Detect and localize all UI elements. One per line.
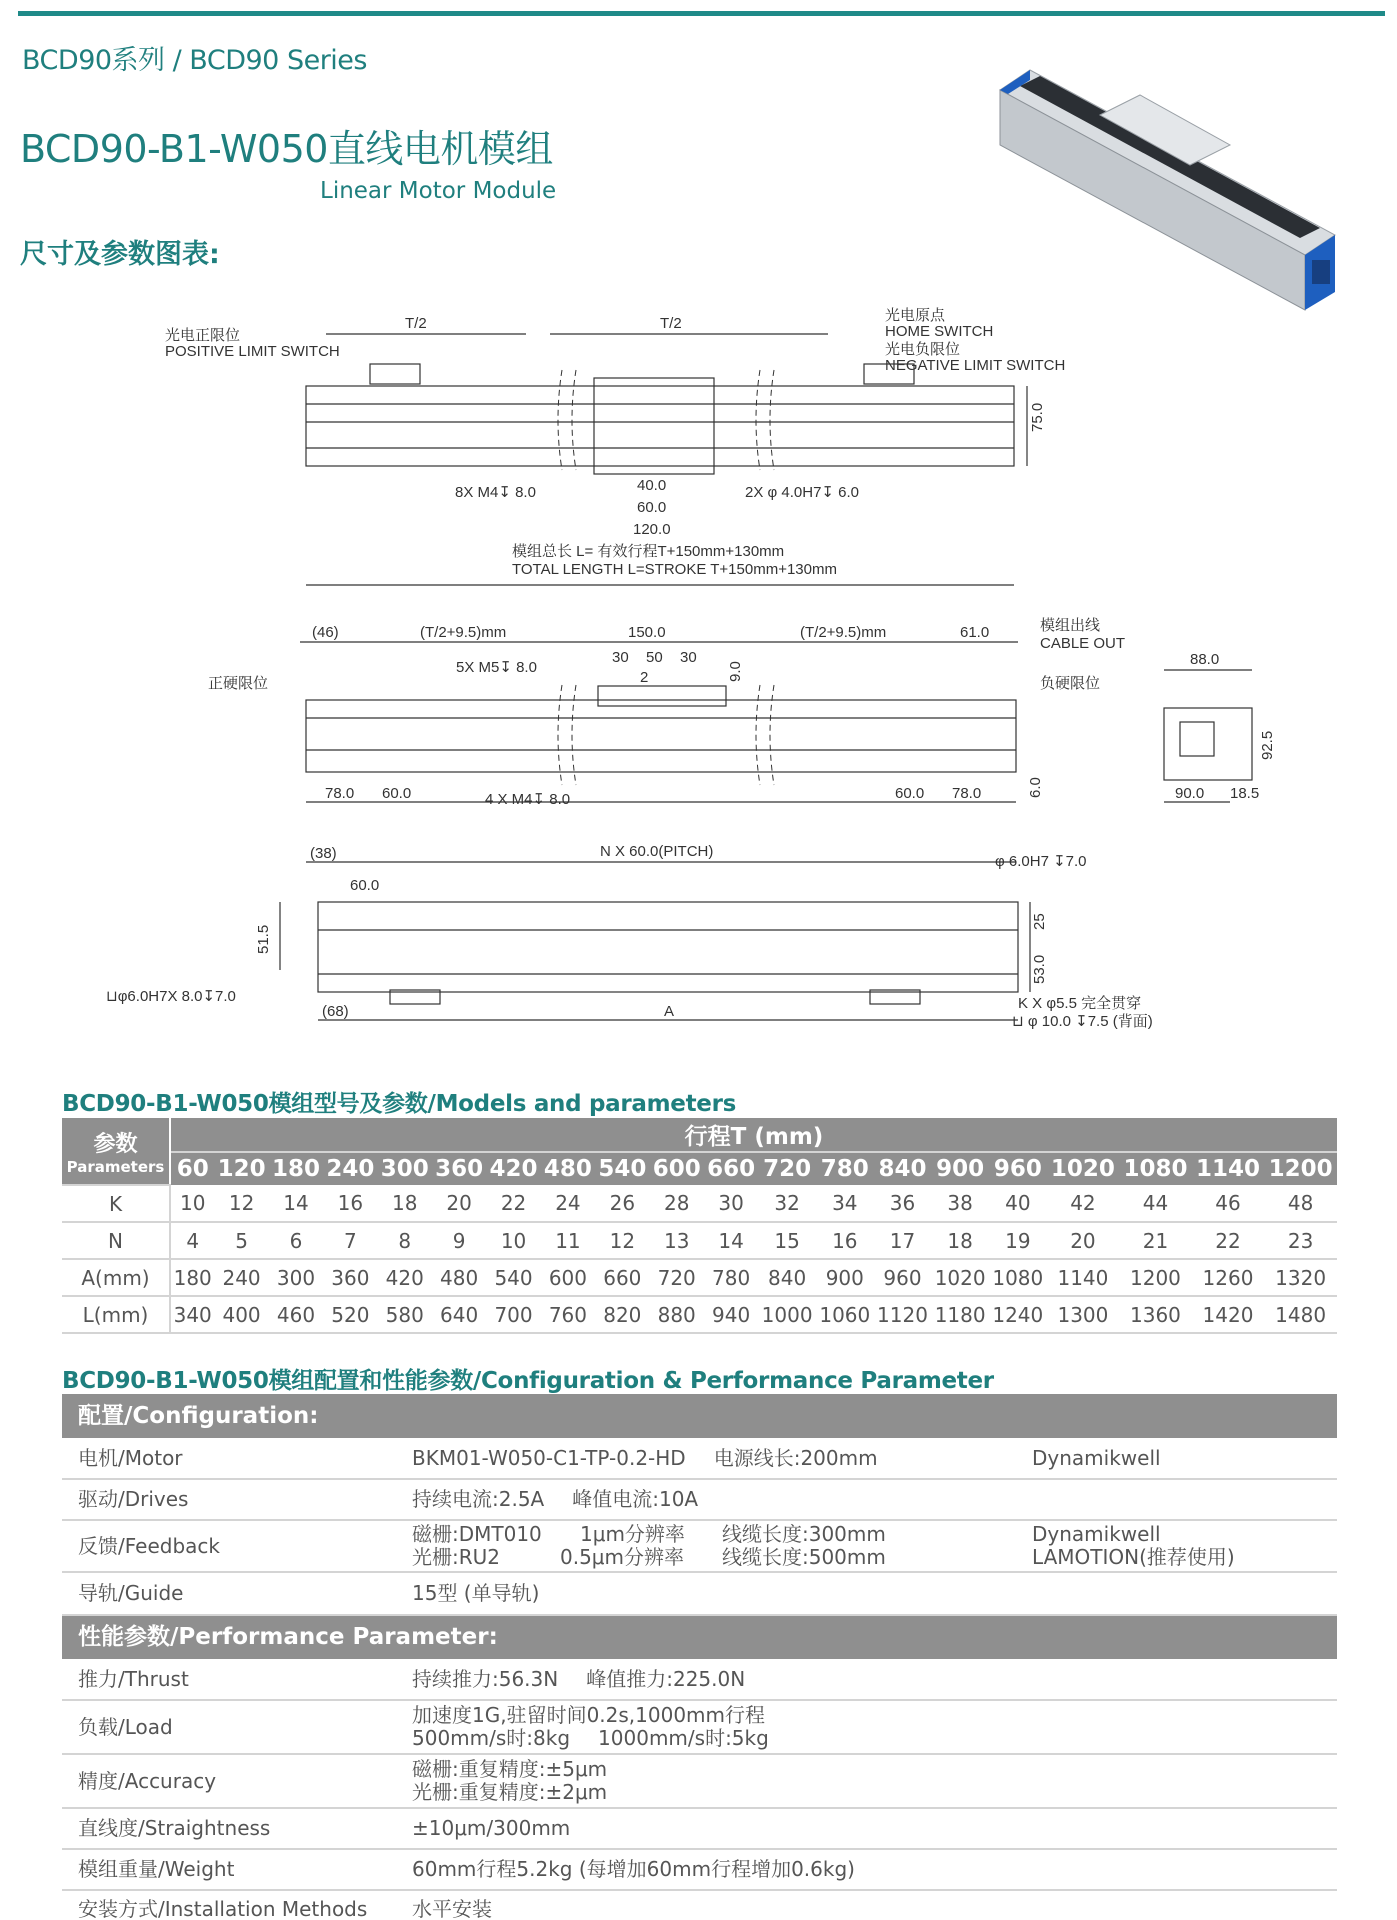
row-guide xyxy=(62,1572,1337,1615)
table-cell: 780 xyxy=(704,1259,758,1296)
config-section-row xyxy=(62,1394,1337,1438)
table-cell: 1200 xyxy=(1119,1259,1192,1296)
dim-60a: 60.0 xyxy=(382,785,412,802)
table-cell: 540 xyxy=(486,1259,540,1296)
table-cell: 26 xyxy=(595,1185,649,1222)
row-label: K xyxy=(62,1185,170,1222)
table-cell: 940 xyxy=(704,1296,758,1333)
table-cell: 10 xyxy=(170,1185,214,1222)
row-straightness xyxy=(62,1808,1337,1849)
table-cell: 22 xyxy=(486,1185,540,1222)
dim-30a: 30 xyxy=(612,649,629,666)
dim-height: 75.0 xyxy=(1029,402,1046,432)
label-pos-limit-cn: 光电正限位 xyxy=(165,327,241,344)
label-home-cn: 光电原点 xyxy=(885,307,946,324)
table-cell: 46 xyxy=(1192,1185,1265,1222)
top-rule xyxy=(18,11,1385,16)
label-pos-hard: 正硬限位 xyxy=(208,675,269,692)
dim-6: 6.0 xyxy=(1027,777,1044,798)
table-cell: 1240 xyxy=(989,1296,1047,1333)
motor-label: 电机/Motor xyxy=(62,1438,412,1479)
row-label: L(mm) xyxy=(62,1296,170,1333)
stroke-value: 1080 xyxy=(1119,1152,1192,1185)
stroke-value: 900 xyxy=(931,1152,989,1185)
param-en: Parameters xyxy=(66,1157,165,1176)
dim-51-5: 51.5 xyxy=(255,924,272,954)
table-cell: 720 xyxy=(650,1259,704,1296)
drives-cont: 持续电流:2.5A xyxy=(412,1487,545,1511)
table-cell: 20 xyxy=(1047,1222,1120,1259)
stroke-value: 60 xyxy=(170,1152,214,1185)
table-cell: 580 xyxy=(378,1296,432,1333)
table-cell: 1060 xyxy=(816,1296,874,1333)
table-cell: 1300 xyxy=(1047,1296,1120,1333)
table-cell: 30 xyxy=(704,1185,758,1222)
stroke-value: 840 xyxy=(874,1152,932,1185)
table-cell: 660 xyxy=(595,1259,649,1296)
stroke-value: 1020 xyxy=(1047,1152,1120,1185)
label-m4-bottom: 4 X M4↧ 8.0 xyxy=(485,791,571,808)
feedback-label: 反馈/Feedback xyxy=(62,1520,412,1572)
technical-drawing xyxy=(100,290,1300,1050)
table-cell: 420 xyxy=(378,1259,432,1296)
dim-a: A xyxy=(664,1003,675,1020)
table-cell: 6 xyxy=(269,1222,323,1259)
dim-60b: 60.0 xyxy=(895,785,925,802)
label-pin6: φ 6.0H7 ↧7.0 xyxy=(995,853,1087,870)
dim-78a: 78.0 xyxy=(325,785,355,802)
table-cell: 18 xyxy=(931,1222,989,1259)
fb1-d: Dynamikwell xyxy=(1032,1522,1161,1546)
config-section-heading: 配置/Configuration: xyxy=(62,1394,1337,1438)
table-row xyxy=(62,1222,1337,1259)
row-thrust xyxy=(62,1659,1337,1700)
table-cell: 14 xyxy=(704,1222,758,1259)
label-home-en: HOME SWITCH xyxy=(885,323,994,340)
label-cable-en: CABLE OUT xyxy=(1040,635,1126,652)
dim-9: 9.0 xyxy=(727,661,744,682)
thrust-cont: 持续推力:56.3N xyxy=(412,1666,559,1691)
stroke-values-row xyxy=(62,1152,1337,1185)
dim-half-t-2: T/2 xyxy=(660,315,682,332)
stroke-value: 420 xyxy=(486,1152,540,1185)
table-cell: 18 xyxy=(378,1185,432,1222)
table-cell: 1000 xyxy=(758,1296,816,1333)
dim-50: 50 xyxy=(646,649,663,666)
table-cell: 38 xyxy=(931,1185,989,1222)
table-cell: 5 xyxy=(214,1222,268,1259)
dim-61: 61.0 xyxy=(960,624,990,641)
row-weight xyxy=(62,1849,1337,1890)
weight-value: 60mm行程5.2kg (每增加60mm行程增加0.6kg) xyxy=(412,1849,1337,1890)
dim-68: (68) xyxy=(322,1003,349,1020)
label-m5: 5X M5↧ 8.0 xyxy=(456,659,537,676)
table-cell: 20 xyxy=(432,1185,486,1222)
row-load xyxy=(62,1700,1337,1754)
table-cell: 23 xyxy=(1264,1222,1337,1259)
table-cell: 1360 xyxy=(1119,1296,1192,1333)
table-cell: 4 xyxy=(170,1222,214,1259)
thrust-peak: 峰值推力:225.0N xyxy=(586,1666,746,1691)
table-cell: 24 xyxy=(541,1185,595,1222)
perf-section-heading: 性能参数/Performance Parameter: xyxy=(62,1615,1337,1659)
dim-92-5: 92.5 xyxy=(1259,730,1276,760)
table-cell: 820 xyxy=(595,1296,649,1333)
config-title: BCD90-B1-W050模组配置和性能参数/Configuration & Performance Parameter xyxy=(62,1368,994,1394)
table-cell: 1480 xyxy=(1264,1296,1337,1333)
total-length-en: TOTAL LENGTH L=STROKE T+150mm+130mm xyxy=(512,561,837,578)
label-holes-m4: 8X M4↧ 8.0 xyxy=(455,484,536,501)
motor-model: BKM01-W050-C1-TP-0.2-HD xyxy=(412,1445,686,1470)
stroke-value: 600 xyxy=(650,1152,704,1185)
stroke-value: 720 xyxy=(758,1152,816,1185)
guide-value: 15型 (单导轨) xyxy=(412,1572,1032,1615)
dim-30b: 30 xyxy=(680,649,697,666)
table-row xyxy=(62,1185,1337,1222)
page-title: BCD90-B1-W050直线电机模组 xyxy=(20,127,553,171)
table-cell: 600 xyxy=(541,1259,595,1296)
dim-53: 53.0 xyxy=(1031,954,1048,984)
dim-88: 88.0 xyxy=(1190,651,1220,668)
table-cell: 460 xyxy=(269,1296,323,1333)
table-cell: 1320 xyxy=(1264,1259,1337,1296)
table-cell: 240 xyxy=(214,1259,268,1296)
fb1-a: 磁栅:DMT010 xyxy=(412,1522,542,1546)
page-subtitle: Linear Motor Module xyxy=(320,178,557,204)
stroke-value: 480 xyxy=(541,1152,595,1185)
dim-25: 25 xyxy=(1031,913,1048,930)
stroke-value: 360 xyxy=(432,1152,486,1185)
stroke-value: 1200 xyxy=(1264,1152,1337,1185)
table-cell: 12 xyxy=(595,1222,649,1259)
install-value: 水平安装 xyxy=(412,1897,492,1920)
table-cell: 44 xyxy=(1119,1185,1192,1222)
label-neg-hard: 负硬限位 xyxy=(1040,675,1101,692)
table-cell: 1020 xyxy=(931,1259,989,1296)
straightness-label: 直线度/Straightness xyxy=(62,1808,412,1849)
fb1-b: 1μm分辨率 xyxy=(580,1522,685,1546)
dim-90: 90.0 xyxy=(1175,785,1205,802)
table-cell: 1180 xyxy=(931,1296,989,1333)
table-cell: 840 xyxy=(758,1259,816,1296)
fb2-c: 线缆长度:500mm xyxy=(722,1545,886,1569)
motor-brand: Dynamikwell xyxy=(1032,1438,1337,1479)
fb1-c: 线缆长度:300mm xyxy=(722,1522,886,1546)
label-bottom-pin: ⊔φ6.0H7X 8.0↧7.0 xyxy=(106,988,236,1005)
table-cell: 7 xyxy=(323,1222,377,1259)
stroke-value: 240 xyxy=(323,1152,377,1185)
dim-120: 120.0 xyxy=(633,521,671,538)
param-cn: 参数 xyxy=(93,1131,138,1157)
table-cell: 760 xyxy=(541,1296,595,1333)
table-cell: 900 xyxy=(816,1259,874,1296)
thrust-label: 推力/Thrust xyxy=(62,1659,412,1700)
table-cell: 22 xyxy=(1192,1222,1265,1259)
table-cell: 21 xyxy=(1119,1222,1192,1259)
weight-label: 模组重量/Weight xyxy=(62,1849,412,1890)
accuracy-2: 光栅:重复精度:±2μm xyxy=(412,1780,608,1804)
dim-46: (46) xyxy=(312,624,339,641)
stroke-header: 行程T (mm) xyxy=(170,1118,1337,1152)
row-accuracy xyxy=(62,1754,1337,1808)
param-header-cell xyxy=(62,1118,170,1185)
table-cell: 700 xyxy=(486,1296,540,1333)
table-cell: 19 xyxy=(989,1222,1047,1259)
stroke-value: 540 xyxy=(595,1152,649,1185)
dim-60c: 60.0 xyxy=(350,877,380,894)
label-pitch: N X 60.0(PITCH) xyxy=(600,843,714,860)
label-cable-cn: 模组出线 xyxy=(1040,617,1101,634)
dim-half-t-1: T/2 xyxy=(405,315,427,332)
motor-cable: 电源线长:200mm xyxy=(713,1445,878,1470)
dim-2: 2 xyxy=(640,669,649,686)
models-header-row xyxy=(62,1118,1337,1152)
load-2a: 500mm/s时:8kg xyxy=(412,1726,571,1750)
row-motor xyxy=(62,1438,1337,1479)
table-cell: 640 xyxy=(432,1296,486,1333)
row-drives xyxy=(62,1479,1337,1520)
table-cell: 8 xyxy=(378,1222,432,1259)
row-feedback xyxy=(62,1520,1337,1572)
stroke-value: 120 xyxy=(214,1152,268,1185)
stroke-value: 1140 xyxy=(1192,1152,1265,1185)
dim-half-t-plus-1: (T/2+9.5)mm xyxy=(420,624,507,641)
table-cell: 180 xyxy=(170,1259,214,1296)
dim-150: 150.0 xyxy=(628,624,666,641)
table-row xyxy=(62,1259,1337,1296)
table-cell: 34 xyxy=(816,1185,874,1222)
table-cell: 360 xyxy=(323,1259,377,1296)
dim-60: 60.0 xyxy=(637,499,667,516)
perf-section-row xyxy=(62,1615,1337,1659)
fb2-a: 光栅:RU2 xyxy=(412,1545,500,1569)
load-2b: 1000mm/s时:5kg xyxy=(598,1726,769,1750)
dim-38: (38) xyxy=(310,845,337,862)
table-cell: 520 xyxy=(323,1296,377,1333)
drives-label: 驱动/Drives xyxy=(62,1479,412,1520)
table-cell: 13 xyxy=(650,1222,704,1259)
stroke-value: 300 xyxy=(378,1152,432,1185)
table-cell: 480 xyxy=(432,1259,486,1296)
label-kx-back: ⊔ φ 10.0 ↧7.5 (背面) xyxy=(1012,1013,1153,1030)
models-title: BCD90-B1-W050模组型号及参数/Models and parameters xyxy=(62,1091,737,1117)
section-label: 尺寸及参数图表: xyxy=(20,239,220,270)
table-cell: 15 xyxy=(758,1222,816,1259)
table-cell: 9 xyxy=(432,1222,486,1259)
drives-peak: 峰值电流:10A xyxy=(572,1487,699,1511)
table-cell: 42 xyxy=(1047,1185,1120,1222)
accuracy-1: 磁栅:重复精度:±5μm xyxy=(412,1757,608,1781)
series-heading: BCD90系列 / BCD90 Series xyxy=(22,45,367,76)
table-cell: 340 xyxy=(170,1296,214,1333)
label-kx: K X φ5.5 完全贯穿 xyxy=(1018,995,1142,1012)
row-label: A(mm) xyxy=(62,1259,170,1296)
table-cell: 48 xyxy=(1264,1185,1337,1222)
table-cell: 1420 xyxy=(1192,1296,1265,1333)
table-cell: 400 xyxy=(214,1296,268,1333)
load-label: 负载/Load xyxy=(62,1700,412,1754)
stroke-value: 180 xyxy=(269,1152,323,1185)
stroke-value: 960 xyxy=(989,1152,1047,1185)
stroke-value: 660 xyxy=(704,1152,758,1185)
table-cell: 16 xyxy=(323,1185,377,1222)
label-neg-limit-en: NEGATIVE LIMIT SWITCH xyxy=(885,357,1066,374)
row-label: N xyxy=(62,1222,170,1259)
dim-40: 40.0 xyxy=(637,477,667,494)
table-cell: 880 xyxy=(650,1296,704,1333)
table-cell: 32 xyxy=(758,1185,816,1222)
fb2-d: LAMOTION(推荐使用) xyxy=(1032,1545,1235,1569)
label-pos-limit-en: POSITIVE LIMIT SWITCH xyxy=(165,343,340,360)
table-row xyxy=(62,1296,1337,1333)
table-cell: 1260 xyxy=(1192,1259,1265,1296)
load-1: 加速度1G,驻留时间0.2s,1000mm行程 xyxy=(412,1703,766,1727)
row-install xyxy=(62,1890,1337,1920)
dim-18-5: 18.5 xyxy=(1230,785,1260,802)
table-cell: 300 xyxy=(269,1259,323,1296)
fb2-b: 0.5μm分辨率 xyxy=(560,1545,685,1569)
table-cell: 17 xyxy=(874,1222,932,1259)
table-cell: 14 xyxy=(269,1185,323,1222)
stroke-value: 780 xyxy=(816,1152,874,1185)
table-cell: 36 xyxy=(874,1185,932,1222)
table-cell: 1080 xyxy=(989,1259,1047,1296)
table-cell: 1120 xyxy=(874,1296,932,1333)
config-table xyxy=(62,1394,1337,1920)
straightness-value: ±10μm/300mm xyxy=(412,1808,1032,1849)
table-cell: 28 xyxy=(650,1185,704,1222)
dim-half-t-plus-2: (T/2+9.5)mm xyxy=(800,624,887,641)
models-table xyxy=(62,1118,1337,1334)
guide-label: 导轨/Guide xyxy=(62,1572,412,1615)
table-cell: 12 xyxy=(214,1185,268,1222)
table-cell: 16 xyxy=(816,1222,874,1259)
table-cell: 11 xyxy=(541,1222,595,1259)
install-label: 安装方式/Installation Methods xyxy=(78,1897,368,1920)
table-cell: 1140 xyxy=(1047,1259,1120,1296)
table-cell: 960 xyxy=(874,1259,932,1296)
table-cell: 40 xyxy=(989,1185,1047,1222)
dim-78b: 78.0 xyxy=(952,785,982,802)
accuracy-label: 精度/Accuracy xyxy=(62,1754,412,1808)
label-neg-limit-cn: 光电负限位 xyxy=(885,341,961,358)
total-length-cn: 模组总长 L= 有效行程T+150mm+130mm xyxy=(512,543,785,560)
label-pins: 2X φ 4.0H7↧ 6.0 xyxy=(745,484,860,501)
table-cell: 10 xyxy=(486,1222,540,1259)
